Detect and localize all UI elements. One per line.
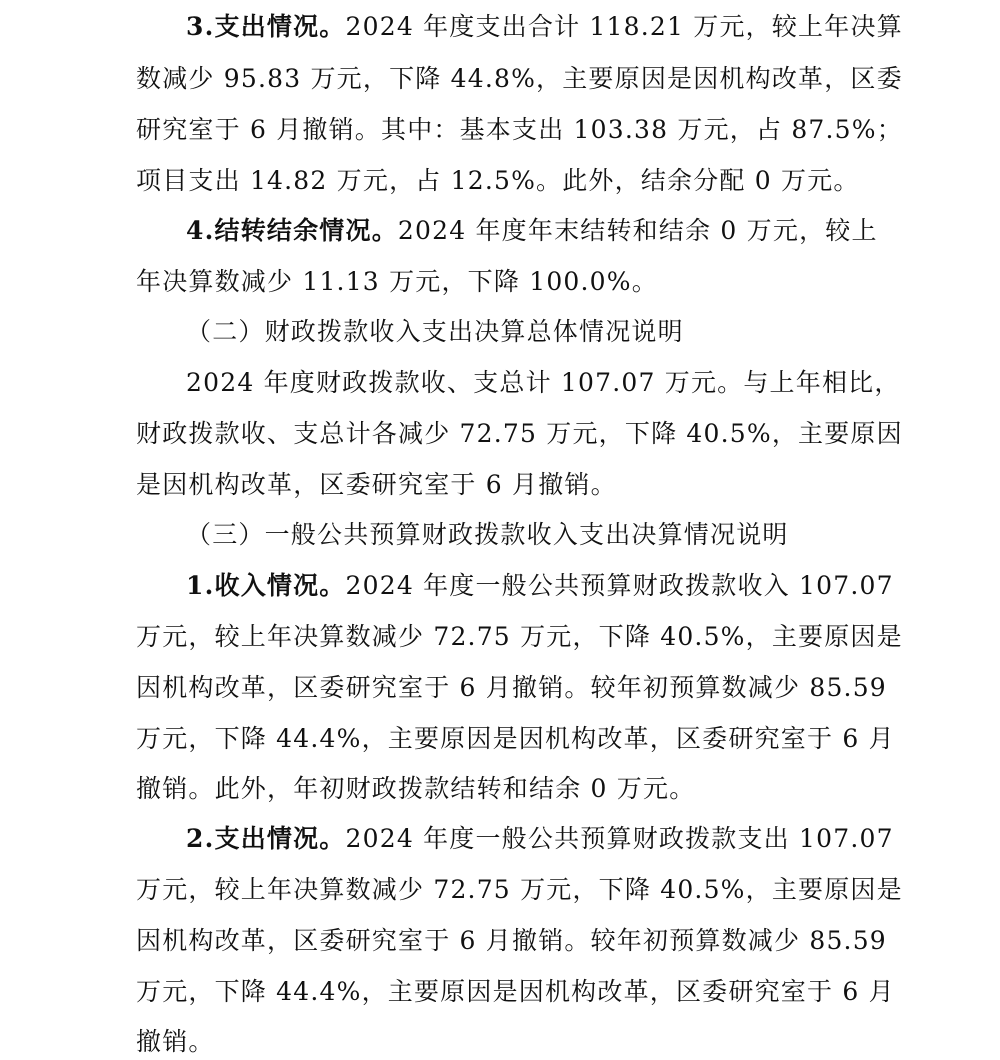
text-line: 财政拨款收、支总计各减少 72.75 万元，下降 40.5%，主要原因 xyxy=(136,419,903,448)
text-line: 万元，较上年决算数减少 72.75 万元，下降 40.5%，主要原因是 xyxy=(136,875,903,904)
text-line: 万元，下降 44.4%，主要原因是因机构改革，区委研究室于 6 月 xyxy=(136,724,895,753)
text-line: 撤销。此外，年初财政拨款结转和结余 0 万元。 xyxy=(136,774,696,803)
text-line: 万元，下降 44.4%，主要原因是因机构改革，区委研究室于 6 月 xyxy=(136,977,895,1006)
text-line: 2024 年度支出合计 118.21 万元，较上年决算 xyxy=(345,12,903,41)
text-line: 撤销。 xyxy=(136,1027,215,1056)
text-line: 2024 年度一般公共预算财政拨款收入 107.07 xyxy=(345,571,894,600)
text-line: 项目支出 14.82 万元，占 12.5%。此外，结余分配 0 万元。 xyxy=(136,166,860,195)
section-title-expenditure: 2.支出情况。 xyxy=(186,824,346,853)
text-line: 2024 年度一般公共预算财政拨款支出 107.07 xyxy=(345,824,894,853)
section-heading-fiscal-overall: （二）财政拨款收入支出决算总体情况说明 xyxy=(186,317,684,346)
section-heading-general-budget: （三）一般公共预算财政拨款收入支出决算情况说明 xyxy=(186,520,789,549)
text-line: 2024 年度年末结转和结余 0 万元，较上 xyxy=(397,216,878,245)
text-line: 万元，较上年决算数减少 72.75 万元，下降 40.5%，主要原因是 xyxy=(136,622,903,651)
text-line: 因机构改革，区委研究室于 6 月撤销。较年初预算数减少 85.59 xyxy=(136,926,887,955)
text-line: 数减少 95.83 万元，下降 44.8%，主要原因是因机构改革，区委 xyxy=(136,64,903,93)
text-line: 因机构改革，区委研究室于 6 月撤销。较年初预算数减少 85.59 xyxy=(136,673,887,702)
text-line: 年决算数减少 11.13 万元，下降 100.0%。 xyxy=(136,267,658,296)
paragraph-line xyxy=(186,822,894,856)
text-line: 是因机构改革，区委研究室于 6 月撤销。 xyxy=(136,470,617,499)
text-line: 2024 年度财政拨款收、支总计 107.07 万元。与上年相比， xyxy=(186,368,901,397)
section-title-carryover: 4.结转结余情况。 xyxy=(186,216,398,245)
section-title-expense: 3.支出情况。 xyxy=(186,12,346,41)
paragraph-line xyxy=(186,214,878,248)
paragraph-line xyxy=(186,10,903,44)
text-line: 研究室于 6 月撤销。其中：基本支出 103.38 万元，占 87.5%； xyxy=(136,115,903,144)
paragraph-line xyxy=(186,569,894,603)
section-title-income: 1.收入情况。 xyxy=(186,571,346,600)
